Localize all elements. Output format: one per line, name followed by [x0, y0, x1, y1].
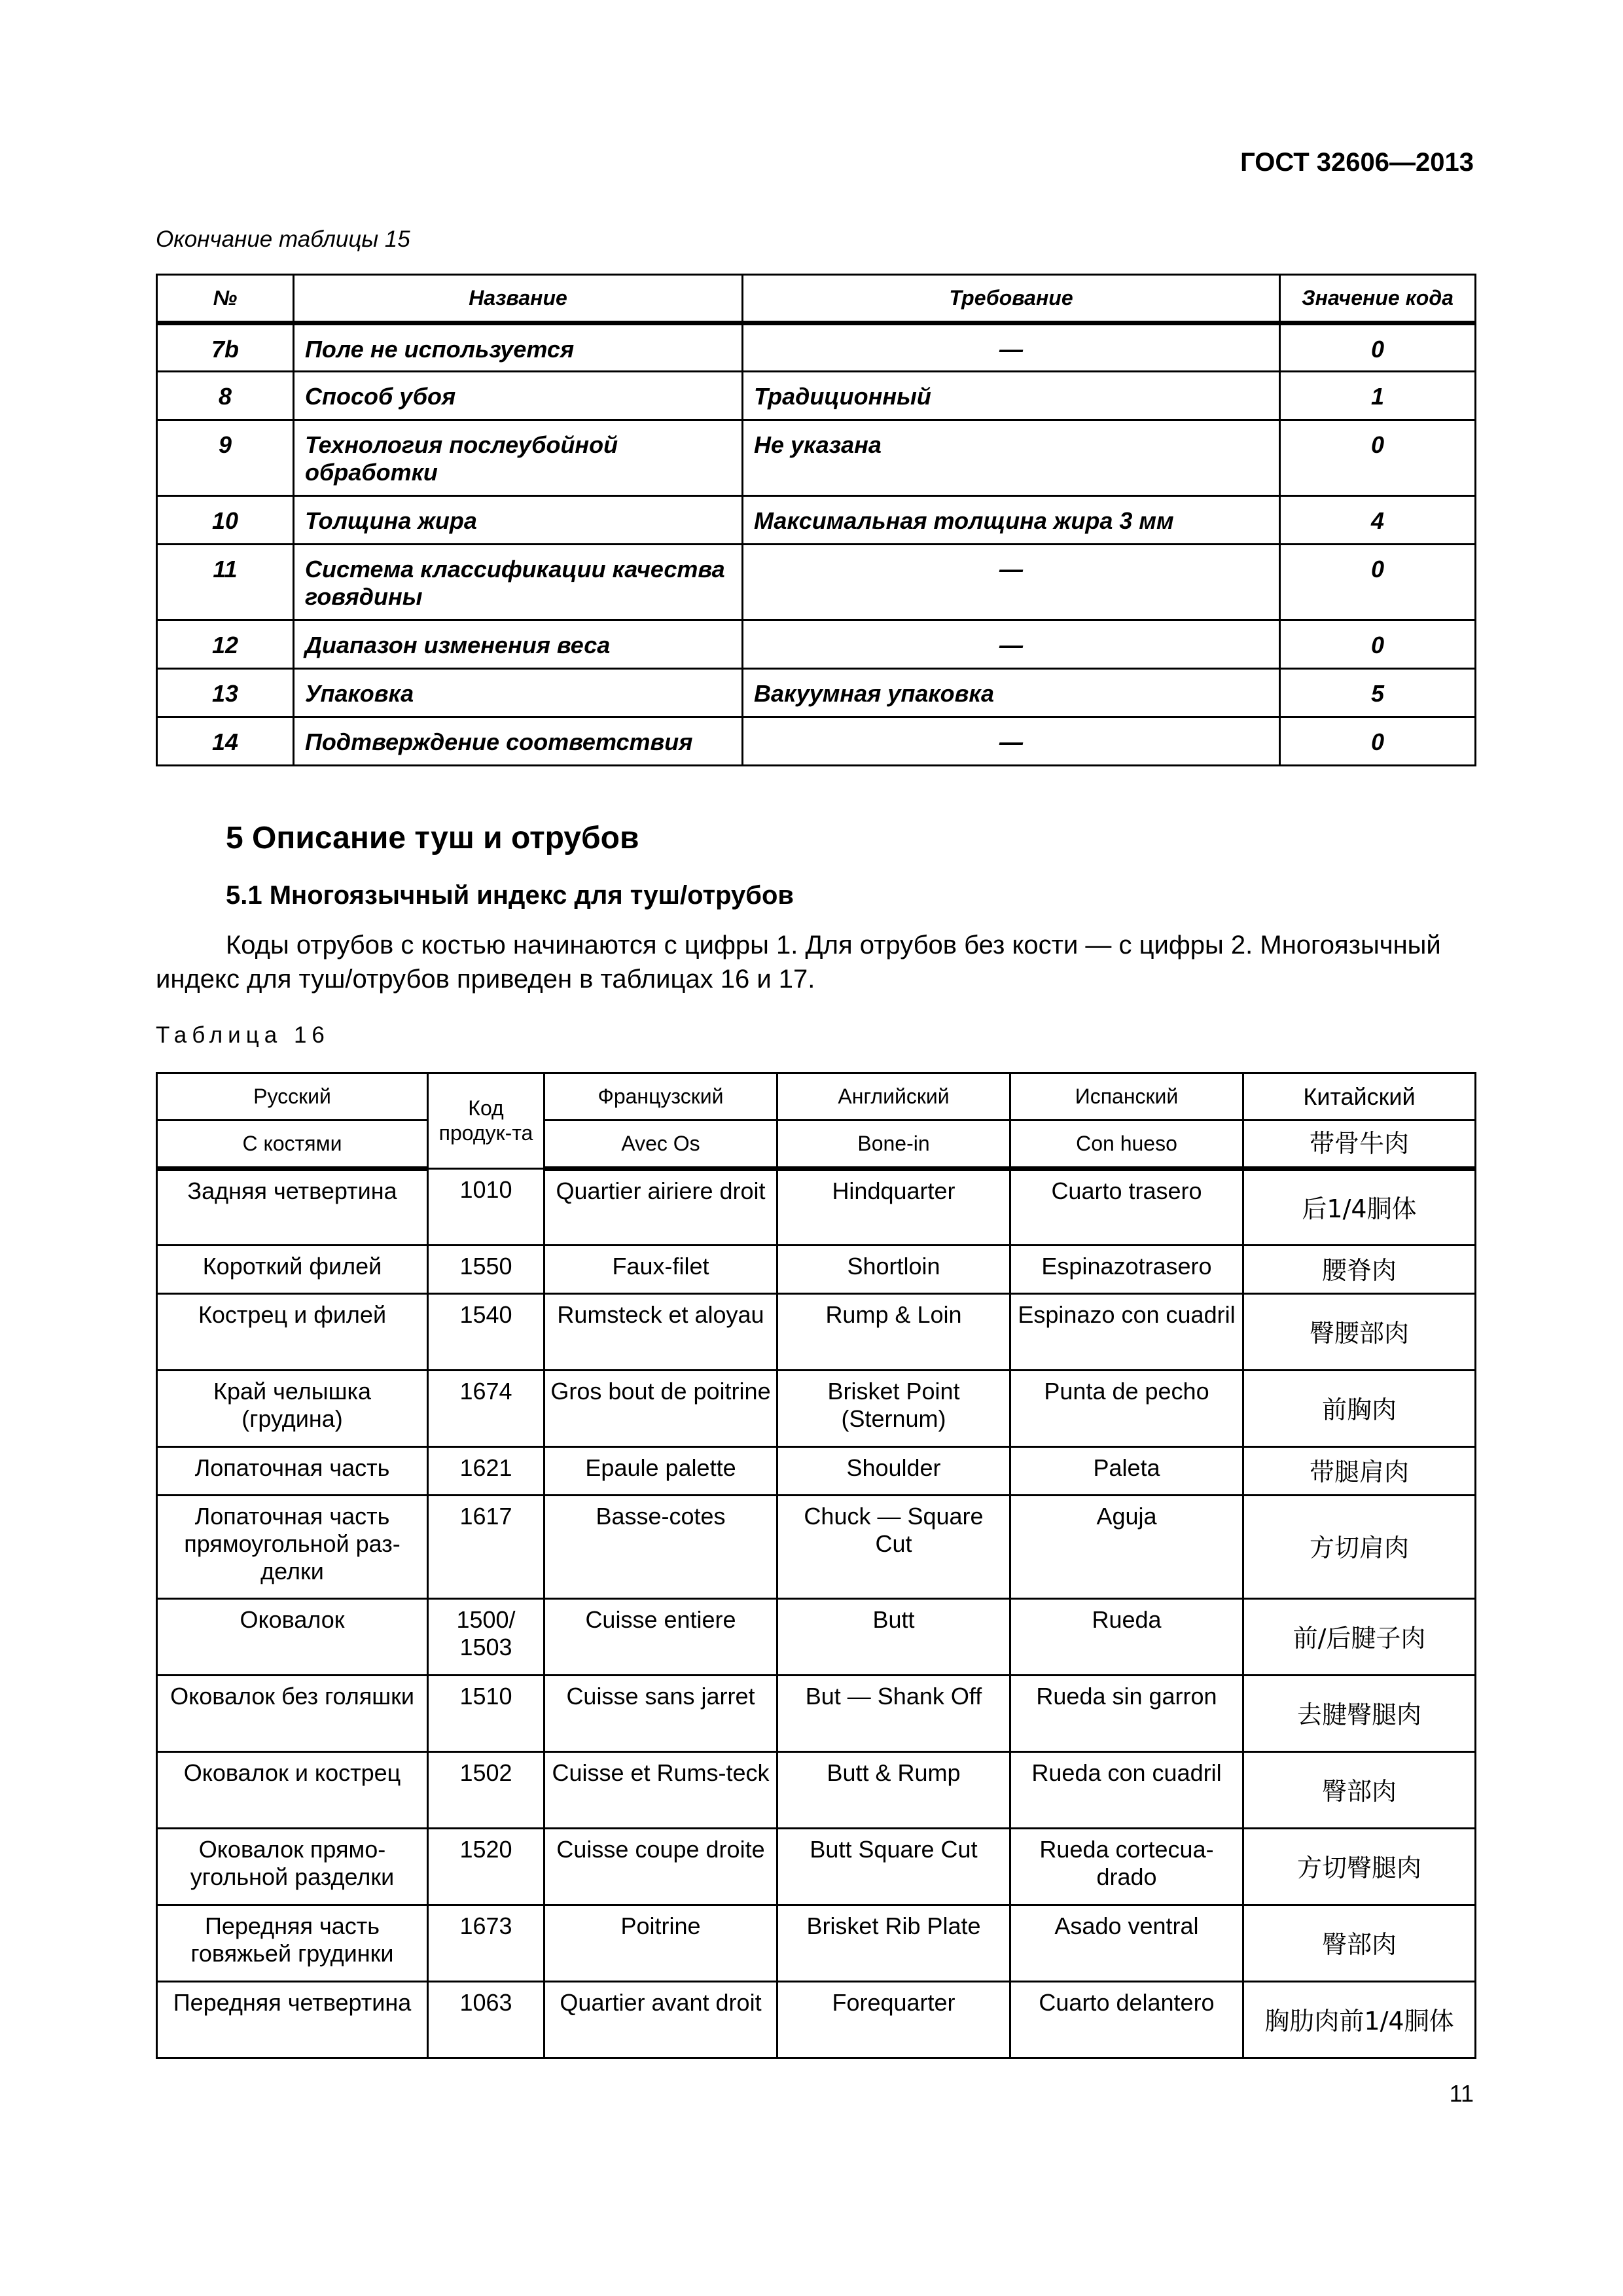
- table16-header-cell: Con hueso: [1010, 1121, 1243, 1169]
- table15-cell: Способ убоя: [294, 372, 743, 420]
- table16-header-cell: Avec Os: [544, 1121, 777, 1169]
- table16-cell: Forequarter: [777, 1982, 1010, 2058]
- table16-cell: 前胸肉: [1243, 1371, 1476, 1447]
- table16-cell: 1673: [428, 1905, 544, 1982]
- table-row: [157, 1752, 1476, 1829]
- table16-cell: Оковалок без голяшки: [157, 1676, 428, 1752]
- table16-header-cell: Русский: [157, 1073, 428, 1121]
- table16-header-cell: Китайский: [1243, 1073, 1476, 1121]
- subsection-title: 5.1 Многоязычный индекс для туш/отрубов: [226, 881, 794, 910]
- table16-cell: Rueda: [1010, 1599, 1243, 1676]
- table16-cell: Cuisse coupe droite: [544, 1829, 777, 1905]
- table-row: [157, 1496, 1476, 1599]
- table16-header-cell: Bone-in: [777, 1121, 1010, 1169]
- table16-cell: Короткий филей: [157, 1246, 428, 1294]
- table15-cell: 13: [157, 669, 294, 717]
- table16-cell: 1510: [428, 1676, 544, 1752]
- table16-header-row: [157, 1073, 1476, 1121]
- table16-cell: Лопаточная часть: [157, 1447, 428, 1496]
- table16-cell: Butt Square Cut: [777, 1829, 1010, 1905]
- table16-cell: 臀腰部肉: [1243, 1294, 1476, 1371]
- table-16: [156, 1072, 1476, 2059]
- table16-header-cell: Французский: [544, 1073, 777, 1121]
- table-row: [157, 620, 1476, 669]
- table16-cell: 1502: [428, 1752, 544, 1829]
- table-row: [157, 1676, 1476, 1752]
- table15-cell: 0: [1280, 420, 1476, 496]
- table16-cell: Cuarto trasero: [1010, 1169, 1243, 1246]
- table-row: [157, 420, 1476, 496]
- table16-cell: But — Shank Off: [777, 1676, 1010, 1752]
- table-15: [156, 274, 1476, 766]
- table16-cell: Cuarto delantero: [1010, 1982, 1243, 2058]
- table-row: [157, 545, 1476, 620]
- table-row: [157, 1371, 1476, 1447]
- table15-header-cell: Название: [294, 275, 743, 323]
- table16-header-cell: 带骨牛肉: [1243, 1121, 1476, 1169]
- table16-cell: Rueda con cuadril: [1010, 1752, 1243, 1829]
- table15-cell: 7b: [157, 323, 294, 372]
- table16-cell: Оковалок и кострец: [157, 1752, 428, 1829]
- table16-cell: 胸肋肉前1/4胴体: [1243, 1982, 1476, 2058]
- table16-cell: Espinazo con cuadril: [1010, 1294, 1243, 1371]
- table16-cell: 1674: [428, 1371, 544, 1447]
- table16-cell: Chuck — Square Cut: [777, 1496, 1010, 1599]
- table16-cell: Epaule palette: [544, 1447, 777, 1496]
- table16-cell: Cuisse sans jarret: [544, 1676, 777, 1752]
- table16-cell: Rump & Loin: [777, 1294, 1010, 1371]
- document-code: ГОСТ 32606—2013: [1240, 148, 1474, 177]
- table16-cell: 1520: [428, 1829, 544, 1905]
- table15-cell: 0: [1280, 323, 1476, 372]
- table15-cell: Не указана: [743, 420, 1280, 496]
- table16-cell: Cuisse et Rums-teck: [544, 1752, 777, 1829]
- table15-cell: Традиционный: [743, 372, 1280, 420]
- table-row: [157, 1246, 1476, 1294]
- table15-cell: 14: [157, 717, 294, 766]
- table-row: [157, 1599, 1476, 1676]
- table-row: [157, 1294, 1476, 1371]
- table15-cell: 8: [157, 372, 294, 420]
- table16-cell: Кострец и филей: [157, 1294, 428, 1371]
- table16-cell: Brisket Rib Plate: [777, 1905, 1010, 1982]
- table15-cell: Диапазон изменения веса: [294, 620, 743, 669]
- table15-cell: Система классификации качества говядины: [294, 545, 743, 620]
- table16-cell: 1500/ 1503: [428, 1599, 544, 1676]
- table15-header-cell: Требование: [743, 275, 1280, 323]
- table16-cell: Оковалок прямо-угольной разделки: [157, 1829, 428, 1905]
- table16-cell: 1617: [428, 1496, 544, 1599]
- table16-cell: Quartier avant droit: [544, 1982, 777, 2058]
- table15-cell: Технология послеубойной обработки: [294, 420, 743, 496]
- table16-cell: Espinazotrasero: [1010, 1246, 1243, 1294]
- table16-header-cell: Английский: [777, 1073, 1010, 1121]
- page-number: 11: [1449, 2080, 1474, 2107]
- table16-cell: Rueda sin garron: [1010, 1676, 1243, 1752]
- table15-cell: 10: [157, 496, 294, 545]
- table15-header-row: [157, 275, 1476, 323]
- table16-cell: 1540: [428, 1294, 544, 1371]
- table15-cell: —: [743, 323, 1280, 372]
- table16-cell: 1010: [428, 1169, 544, 1246]
- table16-cell: Punta de pecho: [1010, 1371, 1243, 1447]
- table16-cell: 后1/4胴体: [1243, 1169, 1476, 1246]
- table-row: [157, 1829, 1476, 1905]
- table16-cell: Paleta: [1010, 1447, 1243, 1496]
- table16-header-cell: Код продук-та: [428, 1073, 544, 1169]
- table15-cell: Упаковка: [294, 669, 743, 717]
- table16-cell: Передняя часть говяжьей грудинки: [157, 1905, 428, 1982]
- table-row: [157, 1169, 1476, 1246]
- section-title: 5 Описание туш и отрубов: [226, 821, 639, 855]
- table-row: [157, 1905, 1476, 1982]
- body-paragraph: Коды отрубов с костью начинаются с цифры 1. Для отрубов без кости — с цифры 2. Многоязычный индекс для туш/отрубов приведен в таблицах 16 и 17.: [156, 931, 1441, 994]
- table16-cell: Край челышка (грудина): [157, 1371, 428, 1447]
- table16-cell: 方切臀腿肉: [1243, 1829, 1476, 1905]
- table15-cell: 0: [1280, 545, 1476, 620]
- table16-cell: Cuisse entiere: [544, 1599, 777, 1676]
- table16-cell: Quartier airiere droit: [544, 1169, 777, 1246]
- table16-cell: Gros bout de poitrine: [544, 1371, 777, 1447]
- table16-cell: Shortloin: [777, 1246, 1010, 1294]
- table16-cell: 1621: [428, 1447, 544, 1496]
- table16-cell: Rueda cortecua-drado: [1010, 1829, 1243, 1905]
- table15-cell: 5: [1280, 669, 1476, 717]
- table16-cell: Brisket Point (Sternum): [777, 1371, 1010, 1447]
- table16-header-cell: С костями: [157, 1121, 428, 1169]
- table16-cell: Задняя четвертина: [157, 1169, 428, 1246]
- table16-header-row: [157, 1121, 1476, 1169]
- table16-cell: Butt & Rump: [777, 1752, 1010, 1829]
- table16-cell: Лопаточная часть прямоугольной раз-делки: [157, 1496, 428, 1599]
- table16-cell: 前/后腱子肉: [1243, 1599, 1476, 1676]
- table15-cell: Подтверждение соответствия: [294, 717, 743, 766]
- table16-caption: Таблица 16: [156, 1022, 330, 1048]
- table15-cell: —: [743, 545, 1280, 620]
- table15-header-cell: Значение кода: [1280, 275, 1476, 323]
- table15-cell: Поле не используется: [294, 323, 743, 372]
- table15-cell: Вакуумная упаковка: [743, 669, 1280, 717]
- table-row: [157, 1447, 1476, 1496]
- table15-cell: 9: [157, 420, 294, 496]
- table-row: [157, 1982, 1476, 2058]
- table15-cell: 0: [1280, 620, 1476, 669]
- table15-cell: 11: [157, 545, 294, 620]
- table15-caption: Окончание таблицы 15: [156, 226, 410, 252]
- table16-cell: 方切肩肉: [1243, 1496, 1476, 1599]
- table15-cell: —: [743, 717, 1280, 766]
- table16-cell: Shoulder: [777, 1447, 1010, 1496]
- table-row: [157, 717, 1476, 766]
- table16-cell: Rumsteck et aloyau: [544, 1294, 777, 1371]
- table-row: [157, 669, 1476, 717]
- table16-cell: 臀部肉: [1243, 1905, 1476, 1982]
- table15-cell: Максимальная толщина жира 3 мм: [743, 496, 1280, 545]
- table15-cell: —: [743, 620, 1280, 669]
- table16-cell: Передняя четвертина: [157, 1982, 428, 2058]
- table16-cell: Оковалок: [157, 1599, 428, 1676]
- table15-cell: 0: [1280, 717, 1476, 766]
- table-row: [157, 496, 1476, 545]
- table15-cell: 1: [1280, 372, 1476, 420]
- table16-cell: Hindquarter: [777, 1169, 1010, 1246]
- table16-cell: 1063: [428, 1982, 544, 2058]
- table16-cell: Butt: [777, 1599, 1010, 1676]
- table16-cell: 带腿肩肉: [1243, 1447, 1476, 1496]
- table15-cell: 12: [157, 620, 294, 669]
- table16-cell: Basse-cotes: [544, 1496, 777, 1599]
- table16-cell: 腰脊肉: [1243, 1246, 1476, 1294]
- table16-cell: Aguja: [1010, 1496, 1243, 1599]
- table15-cell: 4: [1280, 496, 1476, 545]
- table16-cell: Poitrine: [544, 1905, 777, 1982]
- table-row: [157, 323, 1476, 372]
- table15-cell: Толщина жира: [294, 496, 743, 545]
- table-row: [157, 372, 1476, 420]
- table16-cell: 1550: [428, 1246, 544, 1294]
- table16-cell: 去腱臀腿肉: [1243, 1676, 1476, 1752]
- table16-cell: Faux-filet: [544, 1246, 777, 1294]
- table16-header-cell: Испанский: [1010, 1073, 1243, 1121]
- table16-cell: 臀部肉: [1243, 1752, 1476, 1829]
- table16-cell: Asado ventral: [1010, 1905, 1243, 1982]
- table15-header-cell: №: [157, 275, 294, 323]
